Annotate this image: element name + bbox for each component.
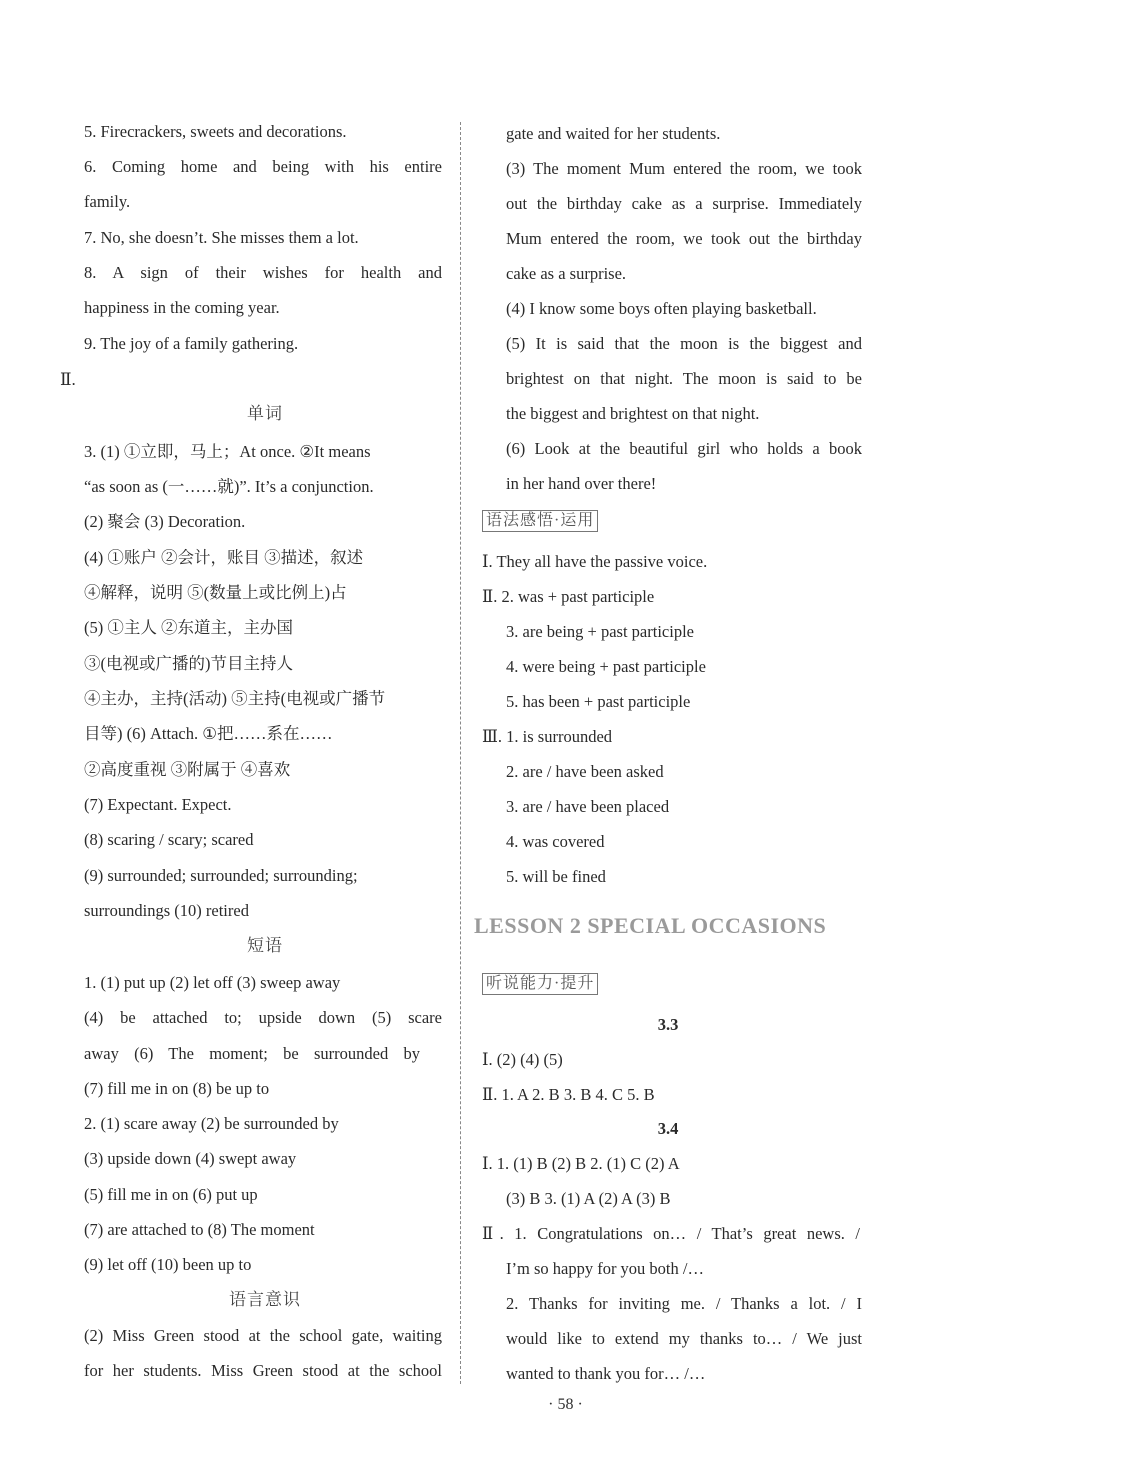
answer-item: 8. A sign of their wishes for health and [84, 263, 442, 282]
section-box-listening: 听说能力·提升 [482, 973, 598, 995]
answer-line: (4) ①账户 ②会计，账目 ③描述，叙述 [84, 548, 364, 567]
answer-line: Mum entered the room, we took out the birthday [506, 229, 862, 248]
answer-item: 6. Coming home and being with his entire [84, 157, 442, 176]
answer-line: Ⅰ. They all have the passive voice. [482, 552, 708, 571]
sub-heading-awareness: 语言意识 [229, 1290, 301, 1309]
answer-line: surroundings (10) retired [84, 901, 249, 920]
answer-line: 4. were being + past participle [506, 657, 706, 676]
sub-heading-words: 单词 [247, 404, 283, 423]
answer-line: “as soon as (一……就)”. It’s a conjunction. [84, 477, 374, 496]
answer-item: 5. Firecrackers, sweets and decorations. [84, 122, 347, 141]
answer-line: in her hand over there! [506, 474, 657, 493]
answer-line: 5. will be fined [506, 867, 606, 886]
answer-line: (3) B 3. (1) A (2) A (3) B [506, 1189, 671, 1208]
answer-line: (6) Look at the beautiful girl who holds a book [506, 439, 862, 458]
answer-line: Ⅱ. 1. Congratulations on… / That’s great news. / [482, 1224, 860, 1243]
lesson-title: LESSON 2 SPECIAL OCCASIONS [474, 913, 827, 938]
section-number: 3.3 [657, 1015, 679, 1034]
section-box-grammar: 语法感悟·运用 [482, 510, 598, 532]
answer-line: (5) It is said that the moon is the biggest and [506, 334, 862, 353]
answer-line: Ⅱ. 2. was + past participle [482, 587, 655, 606]
column-divider [460, 122, 461, 1384]
answer-line: (2) Miss Green stood at the school gate, waiting [84, 1326, 442, 1345]
sub-heading-phrases: 短语 [247, 936, 283, 955]
answer-line: ④主办，主持(活动) ⑤主持(电视或广播节 [84, 689, 386, 708]
answer-line: (9) surrounded; surrounded; surrounding; [84, 866, 358, 885]
answer-line: (5) fill me in on (6) put up [84, 1185, 258, 1204]
answer-line: ③(电视或广播的)节目主持人 [84, 654, 293, 673]
answer-line: Ⅰ. (2) (4) (5) [482, 1050, 563, 1069]
answer-item-cont: happiness in the coming year. [84, 298, 280, 317]
answer-line: Ⅲ. 1. is surrounded [482, 727, 613, 746]
answer-line: out the birthday cake as a surprise. Immediately [506, 194, 862, 213]
answer-line: 3. are / have been placed [506, 797, 670, 816]
answer-line: 4. was covered [506, 832, 605, 851]
answer-line: (7) fill me in on (8) be up to [84, 1079, 270, 1098]
answer-line: (4) be attached to; upside down (5) scare [84, 1008, 442, 1027]
answer-item: 9. The joy of a family gathering. [84, 334, 299, 353]
answer-line: (7) are attached to (8) The moment [84, 1220, 315, 1239]
answer-item-cont: family. [84, 192, 131, 211]
section-numeral: Ⅱ. [60, 370, 76, 389]
answer-line: 3. are being + past participle [506, 622, 694, 641]
answer-line: 3. (1) ①立即，马上；At once. ②It means [84, 442, 371, 461]
answer-line: brightest on that night. The moon is said to be [506, 369, 862, 388]
answer-line: cake as a surprise. [506, 264, 627, 283]
answer-item: 7. No, she doesn’t. She misses them a lot. [84, 228, 359, 247]
answer-line: for her students. Miss Green stood at the school [84, 1361, 442, 1380]
answer-line: 2. are / have been asked [506, 762, 664, 781]
answer-line: 2. Thanks for inviting me. / Thanks a lot. / I [506, 1294, 862, 1313]
answer-line: would like to extend my thanks to… / We just [506, 1329, 862, 1348]
answer-line: (5) ①主人 ②东道主，主办国 [84, 618, 293, 637]
answer-line: (3) The moment Mum entered the room, we took [506, 159, 862, 178]
answer-line: (7) Expectant. Expect. [84, 795, 232, 814]
answer-line: (8) scaring / scary; scared [84, 830, 254, 849]
answer-line: wanted to thank you for… /… [506, 1364, 706, 1383]
answer-line: 1. (1) put up (2) let off (3) sweep away [84, 973, 341, 992]
answer-line: 5. has been + past participle [506, 692, 691, 711]
section-number: 3.4 [657, 1119, 679, 1138]
answer-line: Ⅱ. 1. A 2. B 3. B 4. C 5. B [482, 1085, 655, 1104]
answer-line: (9) let off (10) been up to [84, 1255, 252, 1274]
answer-line: gate and waited for her students. [506, 124, 721, 143]
answer-line: 目等) (6) Attach. ①把……系在…… [84, 724, 333, 743]
answer-line: 2. (1) scare away (2) be surrounded by [84, 1114, 339, 1133]
answer-line: Ⅰ. 1. (1) B (2) B 2. (1) C (2) A [482, 1154, 680, 1173]
answer-line: (2) 聚会 (3) Decoration. [84, 512, 246, 531]
answer-line: ②高度重视 ③附属于 ④喜欢 [84, 760, 291, 779]
answer-line: away (6) The moment; be surrounded by [84, 1044, 420, 1063]
answer-line: (4) I know some boys often playing basketball. [506, 299, 817, 318]
answer-line: (3) upside down (4) swept away [84, 1149, 297, 1168]
page-number: · 58 · [548, 1396, 583, 1413]
answer-line: I’m so happy for you both /… [506, 1259, 704, 1278]
answer-line: ④解释，说明 ⑤(数量上或比例上)占 [84, 583, 347, 602]
answer-line: the biggest and brightest on that night. [506, 404, 760, 423]
